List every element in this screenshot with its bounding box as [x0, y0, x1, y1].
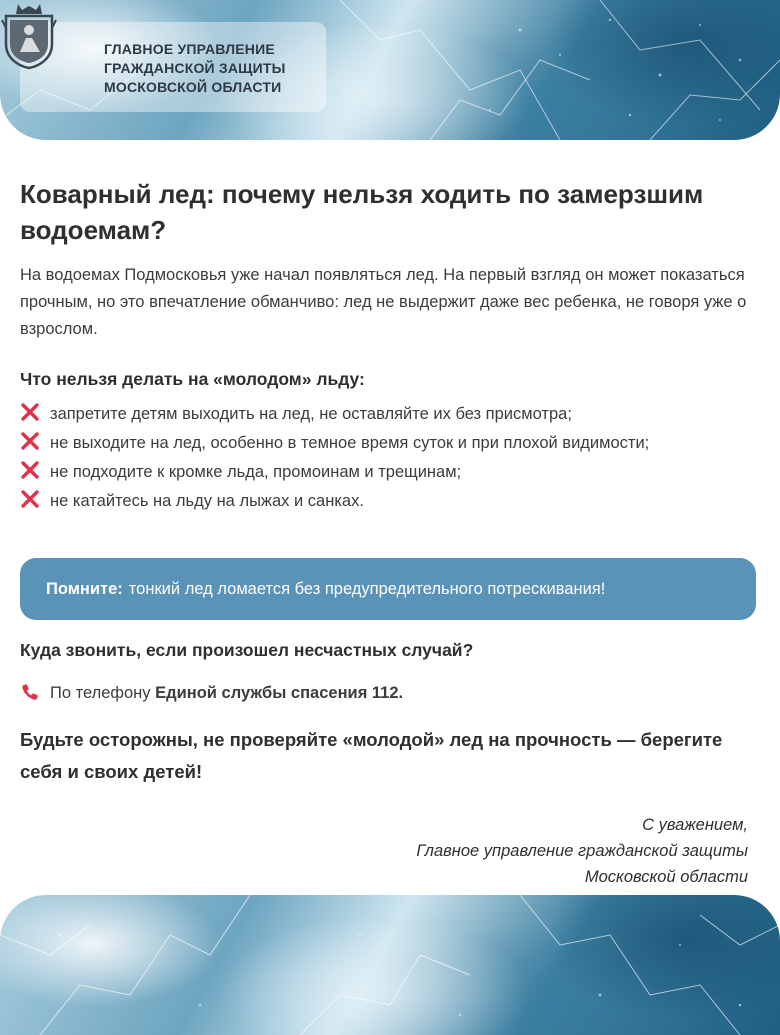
- red-cross-icon: [20, 489, 40, 509]
- list-item: [20, 429, 760, 458]
- list-item-text: запретите детям выходить на лед, не оставляйте их без присмотра;: [50, 405, 572, 423]
- signature-line1: С уважением,: [642, 816, 748, 834]
- article-title: Коварный лед: почему нельзя ходить по замерзшим водоемам?: [20, 179, 704, 245]
- remember-callout: [20, 558, 756, 620]
- list-item-text: не катайтесь на льду на лыжах и санках.: [50, 492, 364, 510]
- phone-prefix: По телефону: [50, 684, 151, 702]
- red-cross-icon: [20, 402, 40, 422]
- list-item: [20, 400, 760, 429]
- article-intro: На водоемах Подмосковья уже начал появляться лед. На первый взгляд он может показаться прочным, но это впечатление обманчиво: лед не выдержит даже вес ребенка, не говоря уже о взрослом.: [20, 266, 747, 338]
- closing-warning: Будьте осторожны, не проверяйте «молодой» лед на прочность — берегите себя и своих детей!: [20, 729, 723, 782]
- list-item: [20, 487, 760, 516]
- remember-label: Помните:: [46, 579, 123, 598]
- donts-list: [20, 400, 760, 516]
- signature: [248, 812, 748, 890]
- header-ice-banner: [0, 0, 780, 140]
- call-heading: Куда звонить, если произошел несчастных случай?: [20, 640, 474, 660]
- phone-icon: [20, 682, 40, 702]
- ice-cracks-decoration: [0, 895, 780, 1035]
- org-name-line3: МОСКОВСКОЙ ОБЛАСТИ: [104, 79, 282, 95]
- footer-ice-banner: [0, 895, 780, 1035]
- org-name-line2: ГРАЖДАНСКОЙ ЗАЩИТЫ: [104, 60, 286, 76]
- phone-service: Единой службы спасения 112.: [155, 684, 404, 702]
- list-item-text: не выходите на лед, особенно в темное время суток и при плохой видимости;: [50, 434, 650, 452]
- red-cross-icon: [20, 460, 40, 480]
- moscow-region-coat-of-arms-icon: [0, 0, 58, 70]
- donts-heading: Что нельзя делать на «молодом» льду:: [20, 369, 365, 389]
- signature-line2: Главное управление гражданской защиты: [416, 842, 748, 860]
- red-cross-icon: [20, 431, 40, 451]
- remember-text: тонкий лед ломается без предупредительного потрескивания!: [128, 579, 606, 598]
- phone-line: [20, 682, 760, 704]
- signature-line3: Московской области: [584, 868, 748, 886]
- org-name-line1: ГЛАВНОЕ УПРАВЛЕНИЕ: [104, 41, 275, 57]
- list-item-text: не подходите к кромке льда, промоинам и трещинам;: [50, 463, 462, 481]
- list-item: [20, 458, 760, 487]
- organization-name: [104, 40, 324, 97]
